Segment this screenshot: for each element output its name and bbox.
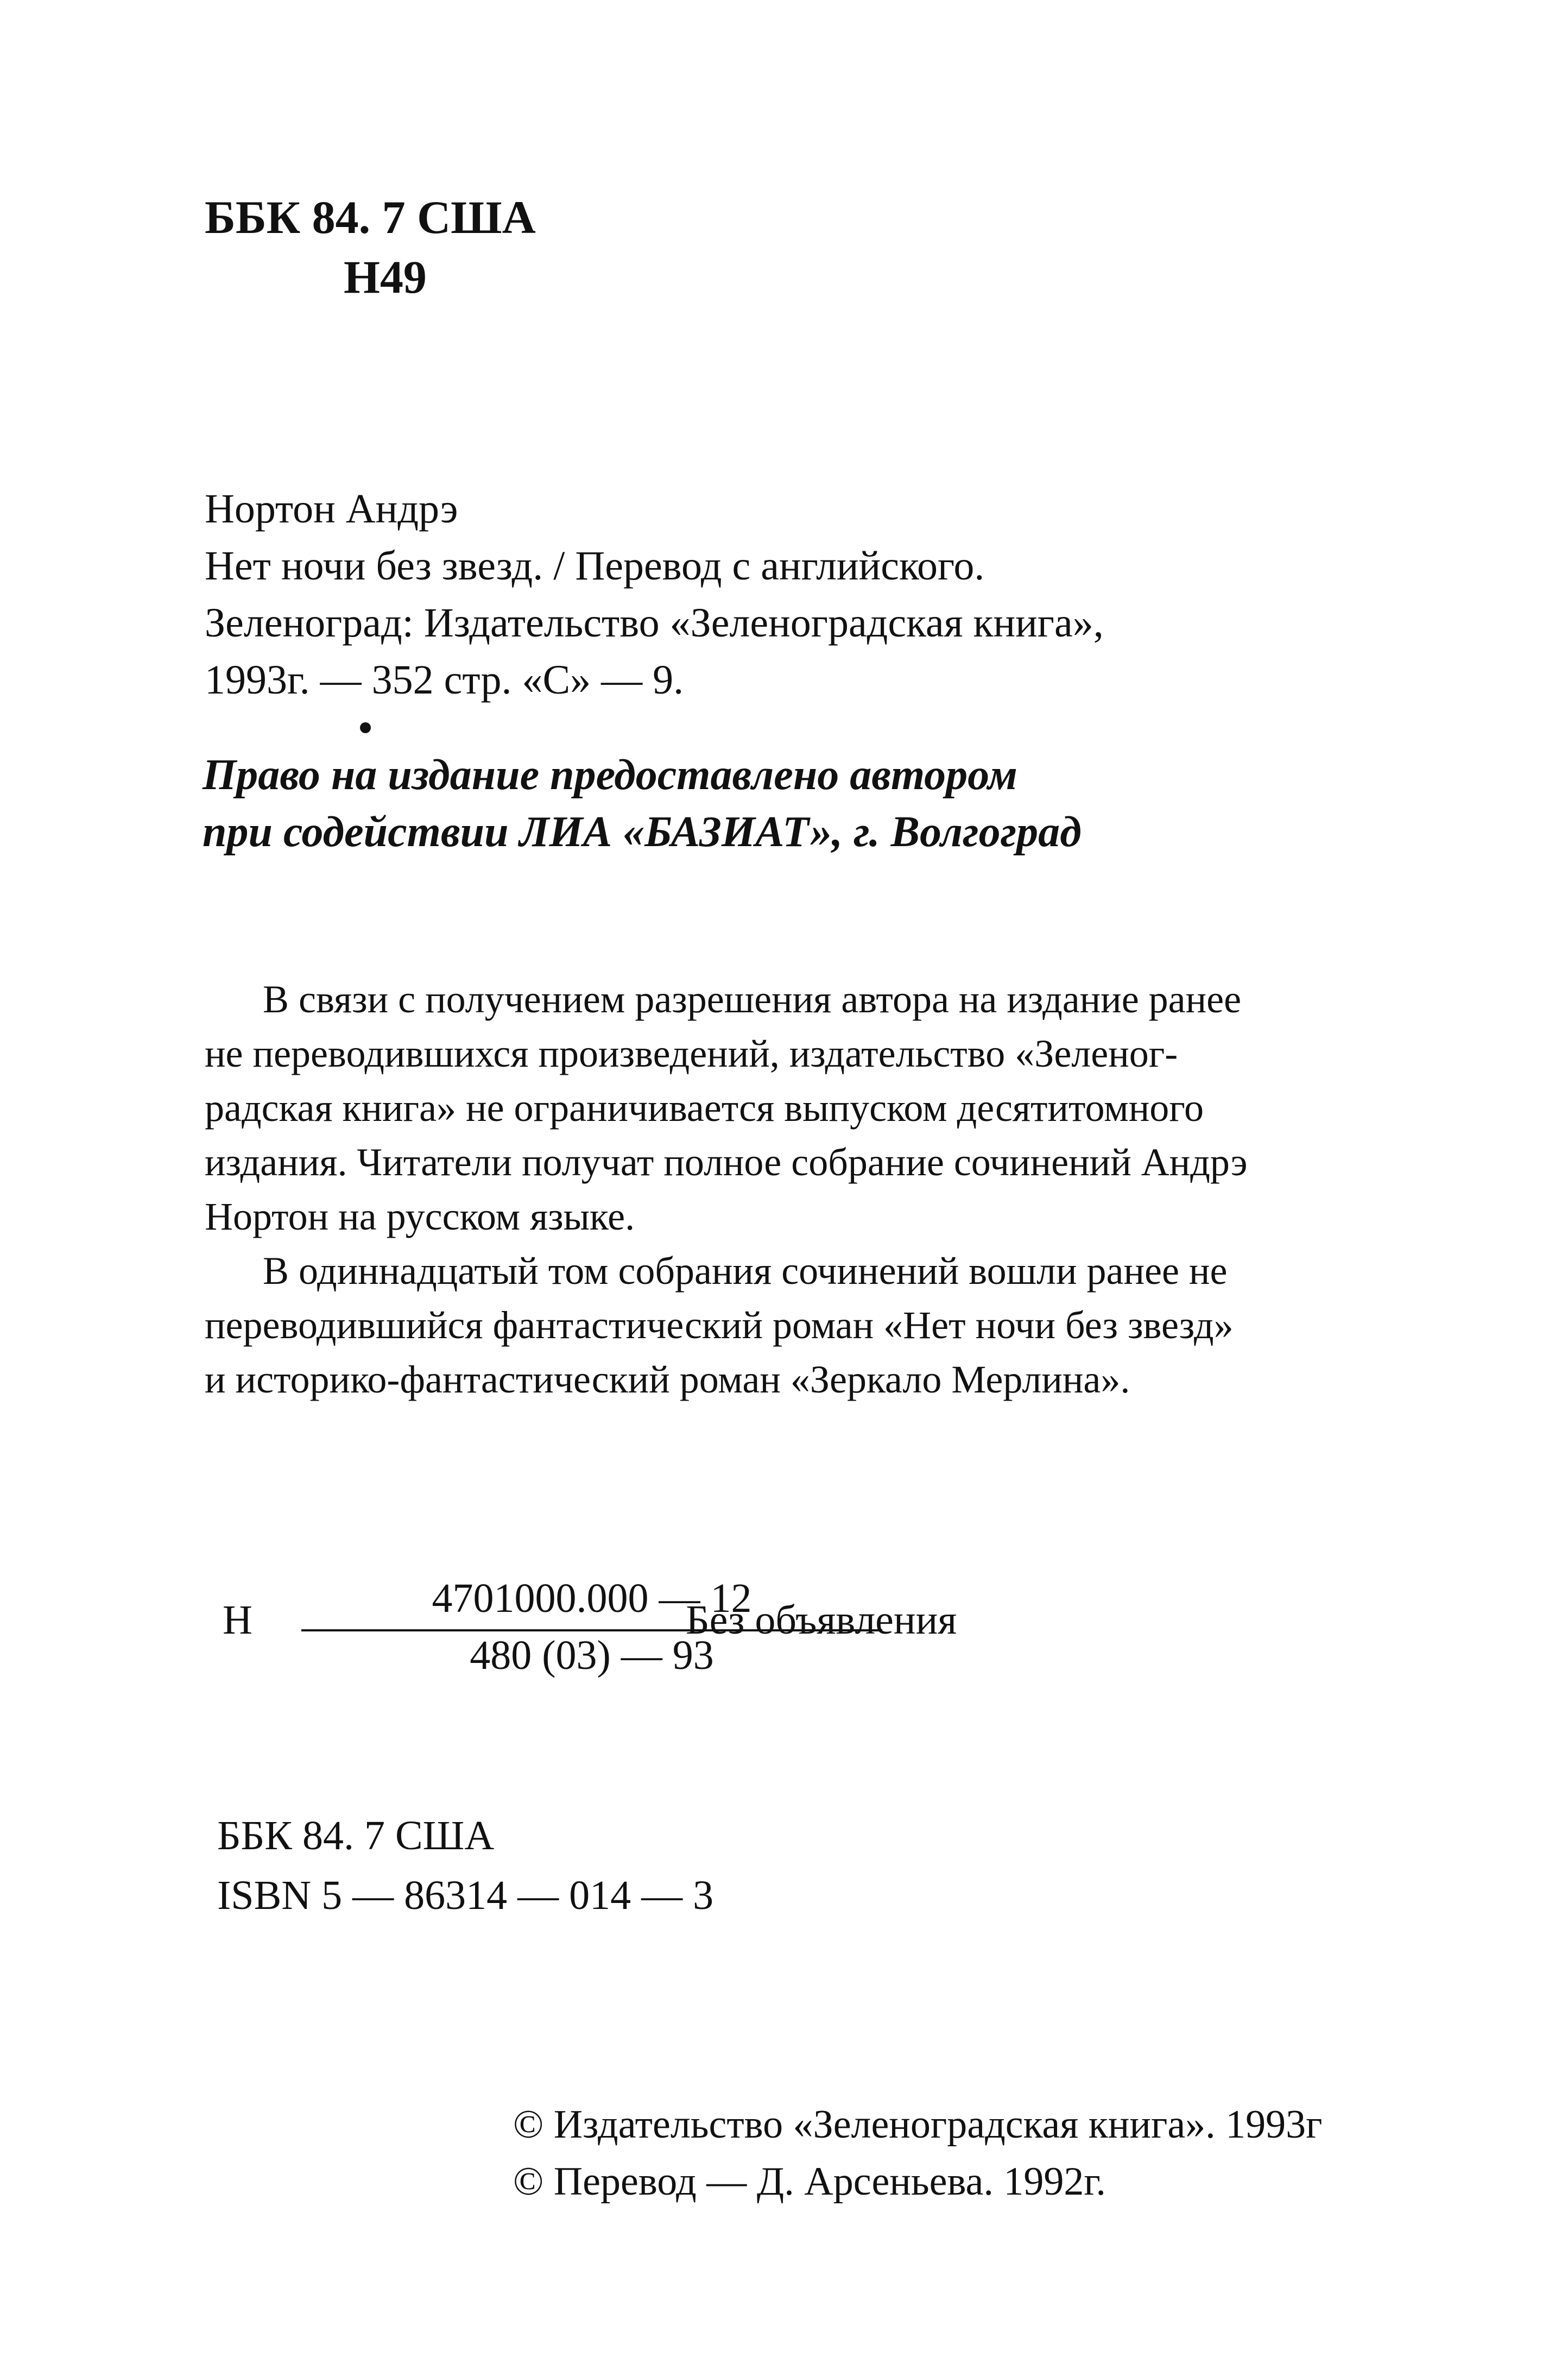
book-title: Нет ночи без звезд. / Перевод с английского. <box>205 543 985 589</box>
paragraph-line: радская книга» не ограничивается выпуском десятитомного <box>205 1086 1204 1130</box>
index-numerator: 4701000.000 — 12 <box>432 1575 752 1621</box>
rights-line-1: Право на издание предоставлено автором <box>203 751 1017 799</box>
paragraph-line: В одиннадцатый том собрания сочинений вошли ранее не <box>263 1249 1228 1293</box>
index-letter: Н <box>223 1597 252 1643</box>
description-text <box>205 972 1361 1407</box>
paragraph-line: переводившийся фантастический роман «Нет ночи без звезд» <box>205 1303 1234 1347</box>
bullet-dot <box>360 722 371 733</box>
copyright-block <box>513 2096 1323 2210</box>
paragraph-line: Нортон на русском языке. <box>205 1195 635 1238</box>
bbk-code: ББК 84. 7 США <box>205 191 536 243</box>
index-note: Без объявления <box>686 1597 957 1643</box>
publication-index <box>223 1575 1091 1705</box>
author-mark: Н49 <box>344 251 427 303</box>
paragraph-line: В связи с получением разрешения автора на издание ранее <box>263 978 1242 1021</box>
rights-notice <box>203 747 1082 861</box>
paragraph-line: издания. Читатели получат полное собрание сочинений Андрэ <box>205 1140 1248 1184</box>
author-name: Нортон Андрэ <box>205 486 458 532</box>
publication-details: 1993г. — 352 стр. «С» — 9. <box>205 657 684 703</box>
rights-line-2: при содействии ЛИА «БАЗИАТ», г. Волгоград <box>203 808 1082 856</box>
footer-bbk: ББК 84. 7 США <box>217 1813 495 1858</box>
publisher-line: Зеленоград: Издательство «Зеленоградская книга», <box>205 600 1104 646</box>
bibliographic-record <box>205 481 1104 709</box>
paragraph-line: и историко-фантастический роман «Зеркало Мерлина». <box>205 1358 1130 1401</box>
index-denominator: 480 (03) — 93 <box>470 1633 714 1678</box>
paragraph-line: не переводившихся произведений, издательство «Зеленог- <box>205 1032 1178 1075</box>
footer-codes <box>217 1806 713 1925</box>
copyright-publisher: © Издательство «Зеленоградская книга». 1993г <box>513 2102 1323 2147</box>
classification-header <box>205 187 536 307</box>
copyright-translation: © Перевод — Д. Арсеньева. 1992г. <box>513 2159 1106 2204</box>
isbn-number: ISBN 5 — 86314 — 014 — 3 <box>217 1873 714 1918</box>
